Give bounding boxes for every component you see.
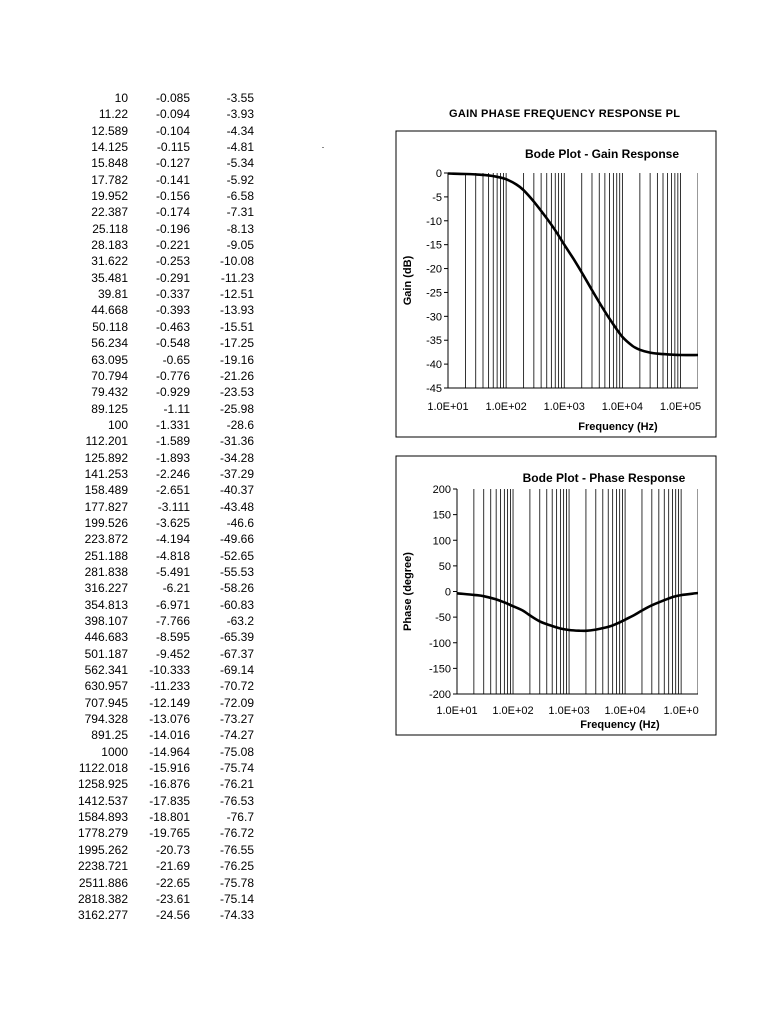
y-tick-label: 50 [438,560,451,573]
cell-gain: -0.174 [155,205,190,220]
cell-gain: -0.776 [155,368,190,383]
cell-phase: -65.39 [219,630,254,645]
cell-frequency: 501.187 [84,646,128,661]
cell-frequency: 281.838 [84,564,128,579]
cell-gain: -15.916 [149,761,190,776]
cell-frequency: 794.328 [84,712,128,727]
cell-phase: -5.92 [226,172,254,187]
y-tick-label: -200 [428,689,451,701]
cell-frequency: 354.813 [84,597,128,612]
cell-phase: -76.7 [226,810,254,825]
y-tick-label: 0 [444,586,451,599]
cell-gain: -0.929 [155,385,190,400]
cell-phase: -4.81 [226,140,254,155]
cell-frequency: 70.794 [91,368,128,383]
cell-gain: -0.393 [155,303,190,318]
cell-phase: -76.25 [219,859,254,874]
cell-gain: -10.333 [149,663,190,678]
cell-gain: -14.016 [149,728,190,743]
cell-phase: -9.05 [226,238,254,253]
cell-phase: -76.72 [219,826,254,841]
cell-gain: -0.156 [155,189,190,204]
cell-gain: -23.61 [155,891,190,906]
cell-phase: -5.34 [226,156,254,171]
y-tick-label: 0 [435,168,442,180]
cell-frequency: 56.234 [91,336,128,351]
cell-frequency: 177.827 [84,499,128,514]
cell-phase: -72.09 [219,695,254,710]
cell-gain: -5.491 [155,564,190,579]
cell-gain: -6.21 [162,581,190,596]
cell-frequency: 14.125 [91,140,128,155]
cell-frequency: 50.118 [92,319,128,334]
cell-phase: -25.98 [219,401,254,416]
cell-phase: -40.37 [219,483,254,498]
cell-phase: -49.66 [219,532,254,547]
x-tick-label: 1.0E+03 [543,401,585,413]
cell-phase: -76.55 [219,842,254,857]
cell-frequency: 15.848 [91,156,128,171]
cell-frequency: 22.387 [91,205,128,220]
y-tick-label: -45 [426,383,442,395]
y-tick-label: -30 [426,311,442,324]
cell-gain: -1.11 [163,401,190,416]
cell-frequency: 25.118 [92,221,128,236]
cell-frequency: 316.227 [84,581,128,596]
cell-phase: -55.53 [219,564,254,579]
cell-frequency: 39.81 [97,287,128,302]
x-tick-label: 1.0E+03 [548,705,590,717]
cell-gain: -14.964 [149,744,190,759]
cell-frequency: 1122.018 [78,761,128,776]
cell-gain: -0.085 [155,91,190,105]
cell-phase: -37.29 [219,466,254,481]
cell-gain: -16.876 [149,777,190,792]
cell-phase: -58.26 [219,581,254,596]
cell-frequency: 1995.262 [77,842,128,857]
cell-frequency: 199.526 [84,515,128,530]
cell-frequency: 11.22 [98,107,128,122]
cell-phase: -73.27 [219,712,254,727]
cell-frequency: 100 [107,417,128,432]
cell-phase: -34.28 [219,450,254,465]
cell-frequency: 562.341 [84,663,128,678]
x-tick-label: 1.0E+01 [436,705,478,717]
cell-phase: -75.74 [219,761,254,776]
cell-gain: -18.801 [149,810,190,825]
cell-phase: -23.53 [219,385,254,400]
cell-gain: -4.818 [155,548,190,563]
x-tick-label: 1.0E+02 [492,705,534,717]
cell-gain: -8.595 [155,630,190,645]
cell-gain: -0.104 [155,123,190,138]
cell-phase: -4.34 [226,123,254,138]
cell-gain: -17.835 [149,793,190,808]
cell-gain: -3.625 [155,515,190,530]
cell-phase: -13.93 [219,303,254,318]
chart-title: Bode Plot - Phase Response [522,471,686,485]
cell-gain: -20.73 [155,842,190,857]
cell-frequency: 2238.721 [77,859,128,874]
cell-gain: -2.651 [155,483,190,498]
y-axis-label: Gain (dB) [402,255,414,306]
cell-phase: -46.6 [226,515,254,530]
y-tick-label: 100 [432,535,451,548]
y-tick-label: -50 [435,612,451,625]
cell-phase: -74.33 [219,908,254,923]
cell-frequency: 398.107 [84,614,128,628]
cell-gain: -0.337 [155,287,190,302]
cell-gain: -0.221 [155,238,190,253]
cell-frequency: 3162.277 [77,908,128,923]
cell-phase: -75.08 [219,744,254,759]
cell-phase: -60.83 [219,597,254,612]
cell-gain: -11.233 [150,679,190,694]
cell-gain: -6.971 [155,597,190,612]
y-tick-label: -150 [428,663,451,676]
cell-gain: -2.246 [155,466,190,481]
cell-frequency: 630.957 [84,679,128,694]
cell-frequency: 1000 [101,744,128,759]
x-tick-label: 1.0E+0 [663,705,699,717]
cell-gain: -24.56 [155,908,190,923]
cell-gain: -0.291 [155,270,190,285]
cell-frequency: 10 [114,91,128,105]
cell-gain: -7.766 [155,614,190,628]
x-tick-label: 1.0E+05 [659,401,702,413]
cell-frequency: 891.25 [91,728,128,743]
cell-phase: -28.6 [226,417,254,432]
cell-phase: -70.72 [219,679,254,694]
cell-gain: -0.115 [156,140,190,155]
cell-phase: -10.08 [219,254,254,269]
cell-phase: -76.53 [219,793,254,808]
y-tick-label: -40 [426,359,442,372]
cell-phase: -52.65 [219,548,254,563]
cell-phase: -3.93 [226,107,254,122]
chart-title: Bode Plot - Gain Response [524,147,680,161]
cell-gain: -1.589 [155,434,190,449]
cell-phase: -21.26 [219,368,254,383]
x-tick-label: 1.0E+04 [601,401,644,413]
cell-gain: -12.149 [149,695,190,710]
cell-gain: -4.194 [155,532,190,547]
page-title: GAIN PHASE FREQUENCY RESPONSE PL [449,108,681,120]
cell-frequency: 2818.382 [77,891,128,906]
cell-gain: -0.196 [155,221,190,236]
cell-phase: -43.48 [219,499,254,514]
cell-frequency: 1258.925 [77,777,128,792]
cell-frequency: 89.125 [91,401,128,416]
cell-phase: -15.51 [219,319,254,334]
cell-frequency: 1584.893 [77,810,128,825]
cell-gain: -0.094 [155,107,190,122]
cell-phase: -8.13 [226,221,254,236]
cell-frequency: 35.481 [91,270,128,285]
cell-gain: -0.127 [155,156,190,171]
y-tick-label: -20 [426,263,442,276]
y-tick-label: -15 [426,239,442,252]
y-tick-label: -35 [426,335,442,348]
x-tick-label: 1.0E+01 [427,401,469,413]
cell-frequency: 17.782 [91,172,128,187]
cell-frequency: 707.945 [84,695,128,710]
y-tick-label: -5 [432,191,442,204]
cell-frequency: 446.683 [84,630,128,645]
cell-frequency: 158.489 [84,483,128,498]
cell-phase: -67.37 [219,646,254,661]
cell-phase: -63.2 [226,614,254,628]
x-axis-label: Frequency (Hz) [580,719,660,731]
cell-frequency: 112.201 [85,434,128,449]
cell-frequency: 2511.886 [78,875,128,890]
y-tick-label: 150 [432,509,451,522]
cell-frequency: 141.253 [84,466,128,481]
cell-phase: -17.25 [219,336,254,351]
cell-phase: -3.55 [226,91,254,105]
cell-frequency: 44.668 [91,303,128,318]
cell-phase: -6.58 [226,189,254,204]
cell-frequency: 12.589 [91,123,128,138]
cell-phase: -7.31 [226,205,254,220]
cell-gain: -1.331 [155,417,190,432]
cell-phase: -75.14 [219,891,254,906]
cell-gain: -13.076 [149,712,190,727]
cell-frequency: 31.622 [91,254,128,269]
cell-gain: -0.548 [155,336,190,351]
cell-phase: -69.14 [219,663,254,678]
cell-phase: -75.78 [219,875,254,890]
cell-gain: -3.111 [157,499,190,514]
cell-phase: -31.36 [219,434,254,449]
cell-frequency: 223.872 [84,532,128,547]
cell-phase: -12.51 [219,287,254,302]
cell-phase: -11.23 [220,270,254,285]
cell-gain: -0.463 [155,319,190,334]
cell-frequency: 125.892 [84,450,128,465]
cell-frequency: 28.183 [91,238,128,253]
cell-gain: -19.765 [149,826,190,841]
cell-gain: -22.65 [155,875,190,890]
cell-frequency: 19.952 [91,189,128,204]
cell-gain: -21.69 [155,859,190,874]
cell-frequency: 1778.279 [77,826,128,841]
y-axis-label: Phase (degree) [402,552,414,631]
y-tick-label: 200 [432,484,451,496]
y-tick-label: -25 [426,287,442,300]
cell-gain: -0.253 [155,254,190,269]
cell-frequency: 63.095 [91,352,128,367]
x-tick-label: 1.0E+02 [485,401,527,413]
cell-gain: -9.452 [155,646,190,661]
cell-phase: -76.21 [219,777,254,792]
cell-phase: -74.27 [219,728,254,743]
y-tick-label: -100 [428,637,451,650]
x-tick-label: 1.0E+04 [604,705,646,717]
cell-phase: -19.16 [219,352,254,367]
cell-gain: -0.65 [162,352,190,367]
y-tick-label: -10 [426,215,442,228]
cell-frequency: 1412.537 [77,793,128,808]
x-axis-label: Frequency (Hz) [578,421,658,433]
cell-frequency: 251.188 [84,548,128,563]
cell-frequency: 79.432 [91,385,128,400]
cell-gain: -0.141 [155,172,190,187]
cell-gain: -1.893 [155,450,190,465]
